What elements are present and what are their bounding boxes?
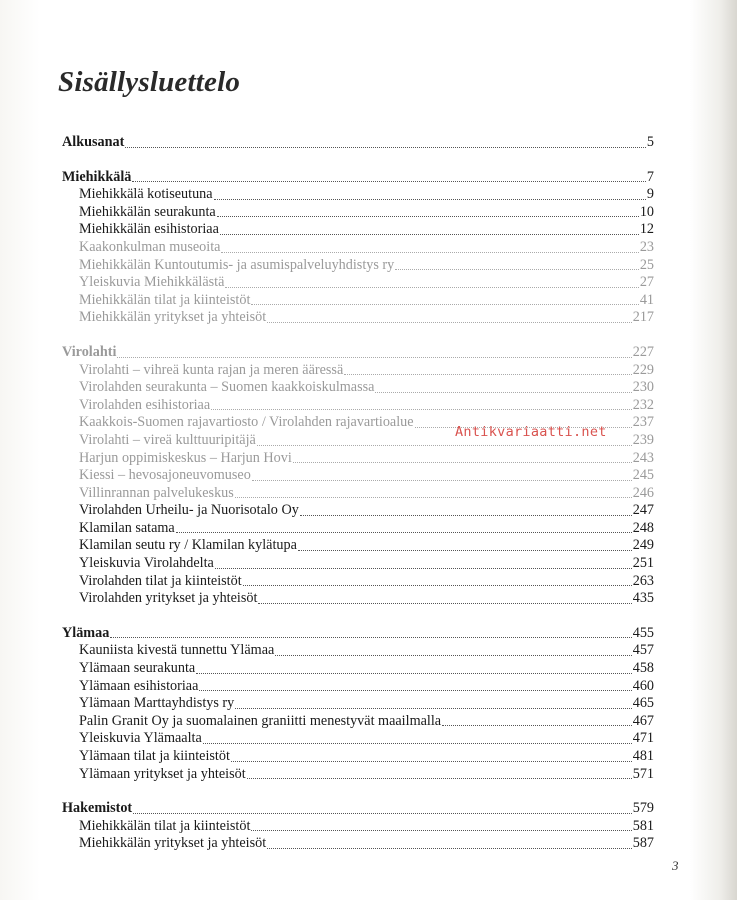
toc-entry-page: 457 [632, 642, 654, 659]
toc-entry-label: Miehikkälän Kuntoutumis- ja asumispalveluyhdistys ry [79, 256, 395, 273]
toc-entry-label: Ylämaan Marttayhdistys ry [79, 695, 235, 712]
toc-entry-page: 455 [632, 624, 654, 641]
watermark: Antikvariaatti.net [455, 424, 607, 440]
toc-entry-label: Kaakkois-Suomen rajavartiosto / Virolahden rajavartioalue [79, 414, 414, 431]
dot-leader [267, 836, 632, 849]
dot-leader [267, 310, 632, 323]
toc-entry-label: Kauniista kivestä tunnettu Ylämaa [79, 642, 275, 659]
toc-entry-page: 581 [632, 817, 654, 834]
toc-entry-page: 237 [632, 414, 654, 431]
toc-entry-label: Yleiskuvia Ylämaalta [79, 730, 202, 747]
dot-leader [125, 135, 646, 148]
toc-entry-page: 27 [639, 274, 654, 291]
toc-entry [62, 292, 654, 310]
toc-entry-page: 481 [632, 748, 654, 764]
section-gap [62, 152, 654, 169]
toc-section-heading [62, 344, 654, 362]
section-gap [62, 327, 654, 344]
dot-leader [217, 204, 639, 217]
toc-entry-label: Palin Granit Oy ja suomalainen graniitti menestyvät maailmalla [79, 712, 442, 729]
toc-entry-page: 232 [632, 396, 654, 413]
dot-leader [235, 696, 631, 709]
dot-leader [215, 556, 632, 569]
toc-entry [62, 467, 654, 485]
toc-entry-label: Ylämaan tilat ja kiinteistöt [79, 748, 230, 764]
toc-entry [62, 642, 654, 660]
toc-entry-page: 249 [632, 537, 654, 554]
toc-entry-label: Miehikkälä kotiseutuna [79, 186, 213, 203]
dot-leader [243, 573, 632, 586]
dot-leader [344, 362, 631, 375]
toc-entry-label: Villinrannan palvelukeskus [79, 484, 234, 501]
toc-entry-page: 465 [632, 695, 654, 712]
table-of-contents [62, 134, 654, 853]
dot-leader [293, 450, 632, 463]
page-title: Sisällysluettelo [58, 66, 241, 98]
dot-leader [251, 292, 638, 305]
toc-entry-page: 7 [646, 168, 654, 185]
toc-entry-label: Virolahti [62, 343, 117, 360]
toc-entry-page: 460 [632, 677, 654, 694]
toc-entry [62, 660, 654, 678]
dot-leader [251, 818, 631, 831]
toc-entry-page: 230 [632, 379, 654, 396]
toc-entry [62, 309, 654, 327]
toc-entry-page: 263 [632, 572, 654, 589]
toc-entry-label: Alkusanat [62, 134, 125, 150]
toc-entry [62, 274, 654, 292]
toc-entry [62, 239, 654, 257]
toc-entry-page: 571 [632, 765, 654, 782]
toc-entry-label: Virolahden seurakunta – Suomen kaakkoiskulmassa [79, 379, 375, 396]
toc-entry [62, 695, 654, 713]
toc-entry [62, 730, 654, 748]
dot-leader [199, 678, 631, 691]
dot-leader [203, 731, 632, 744]
section-gap [62, 608, 654, 625]
toc-entry-page: 579 [632, 800, 654, 817]
toc-entry [62, 537, 654, 555]
toc-entry [62, 573, 654, 591]
toc-entry-label: Miehikkälän tilat ja kiinteistöt [79, 817, 251, 834]
dot-leader [117, 345, 631, 358]
toc-entry [62, 748, 654, 766]
toc-entry [62, 379, 654, 397]
toc-entry-page: 471 [632, 730, 654, 747]
toc-entry-page: 12 [639, 221, 654, 238]
toc-entry-page: 9 [646, 186, 654, 203]
toc-entry-label: Miehikkälän tilat ja kiinteistöt [79, 291, 251, 308]
toc-entry [62, 678, 654, 696]
toc-entry-page: 217 [632, 309, 654, 326]
dot-leader [247, 766, 632, 779]
toc-entry-label: Virolahden yritykset ja yhteisöt [79, 590, 258, 607]
dot-leader [225, 275, 638, 288]
toc-entry-page: 435 [632, 590, 654, 607]
dot-leader [235, 485, 632, 498]
dot-leader [252, 468, 632, 481]
toc-entry-page: 467 [632, 712, 654, 729]
toc-entry-label: Miehikkälä [62, 168, 132, 185]
dot-leader [133, 801, 632, 814]
toc-entry [62, 555, 654, 573]
dot-leader [214, 187, 646, 200]
dot-leader [176, 520, 632, 533]
toc-entry-label: Kiessi – hevosajoneuvomuseo [79, 467, 251, 484]
dot-leader [220, 222, 639, 235]
dot-leader [196, 661, 632, 674]
toc-entry-page: 587 [632, 835, 654, 852]
toc-entry [62, 485, 654, 503]
page-number: 3 [672, 858, 679, 873]
toc-entry-label: Virolahden tilat ja kiinteistöt [79, 572, 242, 589]
toc-entry-label: Miehikkälän yritykset ja yhteisöt [79, 309, 267, 326]
toc-entry-label: Ylämaan esihistoriaa [79, 677, 199, 694]
dot-leader [132, 169, 646, 182]
dot-leader [375, 380, 631, 393]
dot-leader [298, 538, 632, 551]
dot-leader [211, 397, 632, 410]
toc-entry [62, 257, 654, 275]
toc-entry-page: 10 [639, 203, 654, 220]
toc-entry-label: Ylämaan seurakunta [79, 660, 196, 677]
dot-leader [110, 625, 631, 638]
toc-entry-page: 243 [632, 449, 654, 466]
toc-entry [62, 450, 654, 468]
toc-entry [62, 186, 654, 204]
toc-entry-page: 23 [639, 238, 654, 255]
toc-entry [62, 362, 654, 380]
toc-entry-label: Yleiskuvia Virolahdelta [79, 555, 214, 572]
toc-entry [62, 502, 654, 520]
toc-entry-label: Yleiskuvia Miehikkälästä [79, 274, 225, 291]
toc-entry-page: 229 [632, 361, 654, 378]
toc-entry-label: Virolahden esihistoriaa [79, 396, 211, 413]
toc-section-heading [62, 169, 654, 187]
dot-leader [395, 257, 639, 270]
toc-entry [62, 590, 654, 608]
toc-entry-page: 239 [632, 431, 654, 448]
toc-entry-page: 245 [632, 467, 654, 484]
section-gap [62, 783, 654, 800]
toc-entry-label: Virolahden Urheilu- ja Nuorisotalo Oy [79, 502, 299, 519]
dot-leader [231, 749, 632, 762]
toc-entry-label: Miehikkälän esihistoriaa [79, 221, 219, 238]
toc-section-heading [62, 625, 654, 643]
toc-section-heading [62, 800, 654, 818]
dot-leader [275, 643, 631, 656]
toc-entry-label: Harjun oppimiskeskus – Harjun Hovi [79, 449, 292, 466]
toc-entry [62, 221, 654, 239]
toc-entry-page: 246 [632, 484, 654, 501]
toc-entry-label: Miehikkälän yritykset ja yhteisöt [79, 835, 267, 852]
dot-leader [221, 240, 638, 253]
toc-entry-label: Ylämaan yritykset ja yhteisöt [79, 765, 246, 782]
toc-entry-page: 41 [639, 291, 654, 308]
toc-section-heading [62, 134, 654, 152]
toc-entry-label: Virolahti – vireä kulttuuripitäjä [79, 431, 256, 448]
toc-entry-label: Klamilan satama [79, 519, 175, 536]
dot-leader [442, 713, 632, 726]
toc-entry-page: 25 [639, 256, 654, 273]
toc-entry-label: Hakemistot [62, 800, 133, 817]
toc-entry-label: Ylämaa [62, 624, 110, 641]
toc-entry-page: 458 [632, 660, 654, 677]
toc-entry [62, 818, 654, 836]
toc-entry [62, 835, 654, 853]
toc-entry [62, 397, 654, 415]
dot-leader [258, 591, 631, 604]
toc-entry-label: Virolahti – vihreä kunta rajan ja meren ääressä [79, 361, 344, 378]
toc-entry-label: Miehikkälän seurakunta [79, 203, 216, 220]
toc-entry [62, 766, 654, 784]
toc-entry-page: 247 [632, 502, 654, 519]
toc-entry-label: Kaakonkulman museoita [79, 238, 221, 255]
toc-entry [62, 713, 654, 731]
toc-entry [62, 520, 654, 538]
dot-leader [300, 503, 632, 516]
toc-entry-page: 5 [646, 134, 654, 150]
toc-entry [62, 204, 654, 222]
toc-entry-label: Klamilan seutu ry / Klamilan kylätupa [79, 537, 297, 554]
toc-entry-page: 248 [632, 519, 654, 536]
toc-entry-page: 227 [632, 343, 654, 360]
toc-entry-page: 251 [632, 555, 654, 572]
